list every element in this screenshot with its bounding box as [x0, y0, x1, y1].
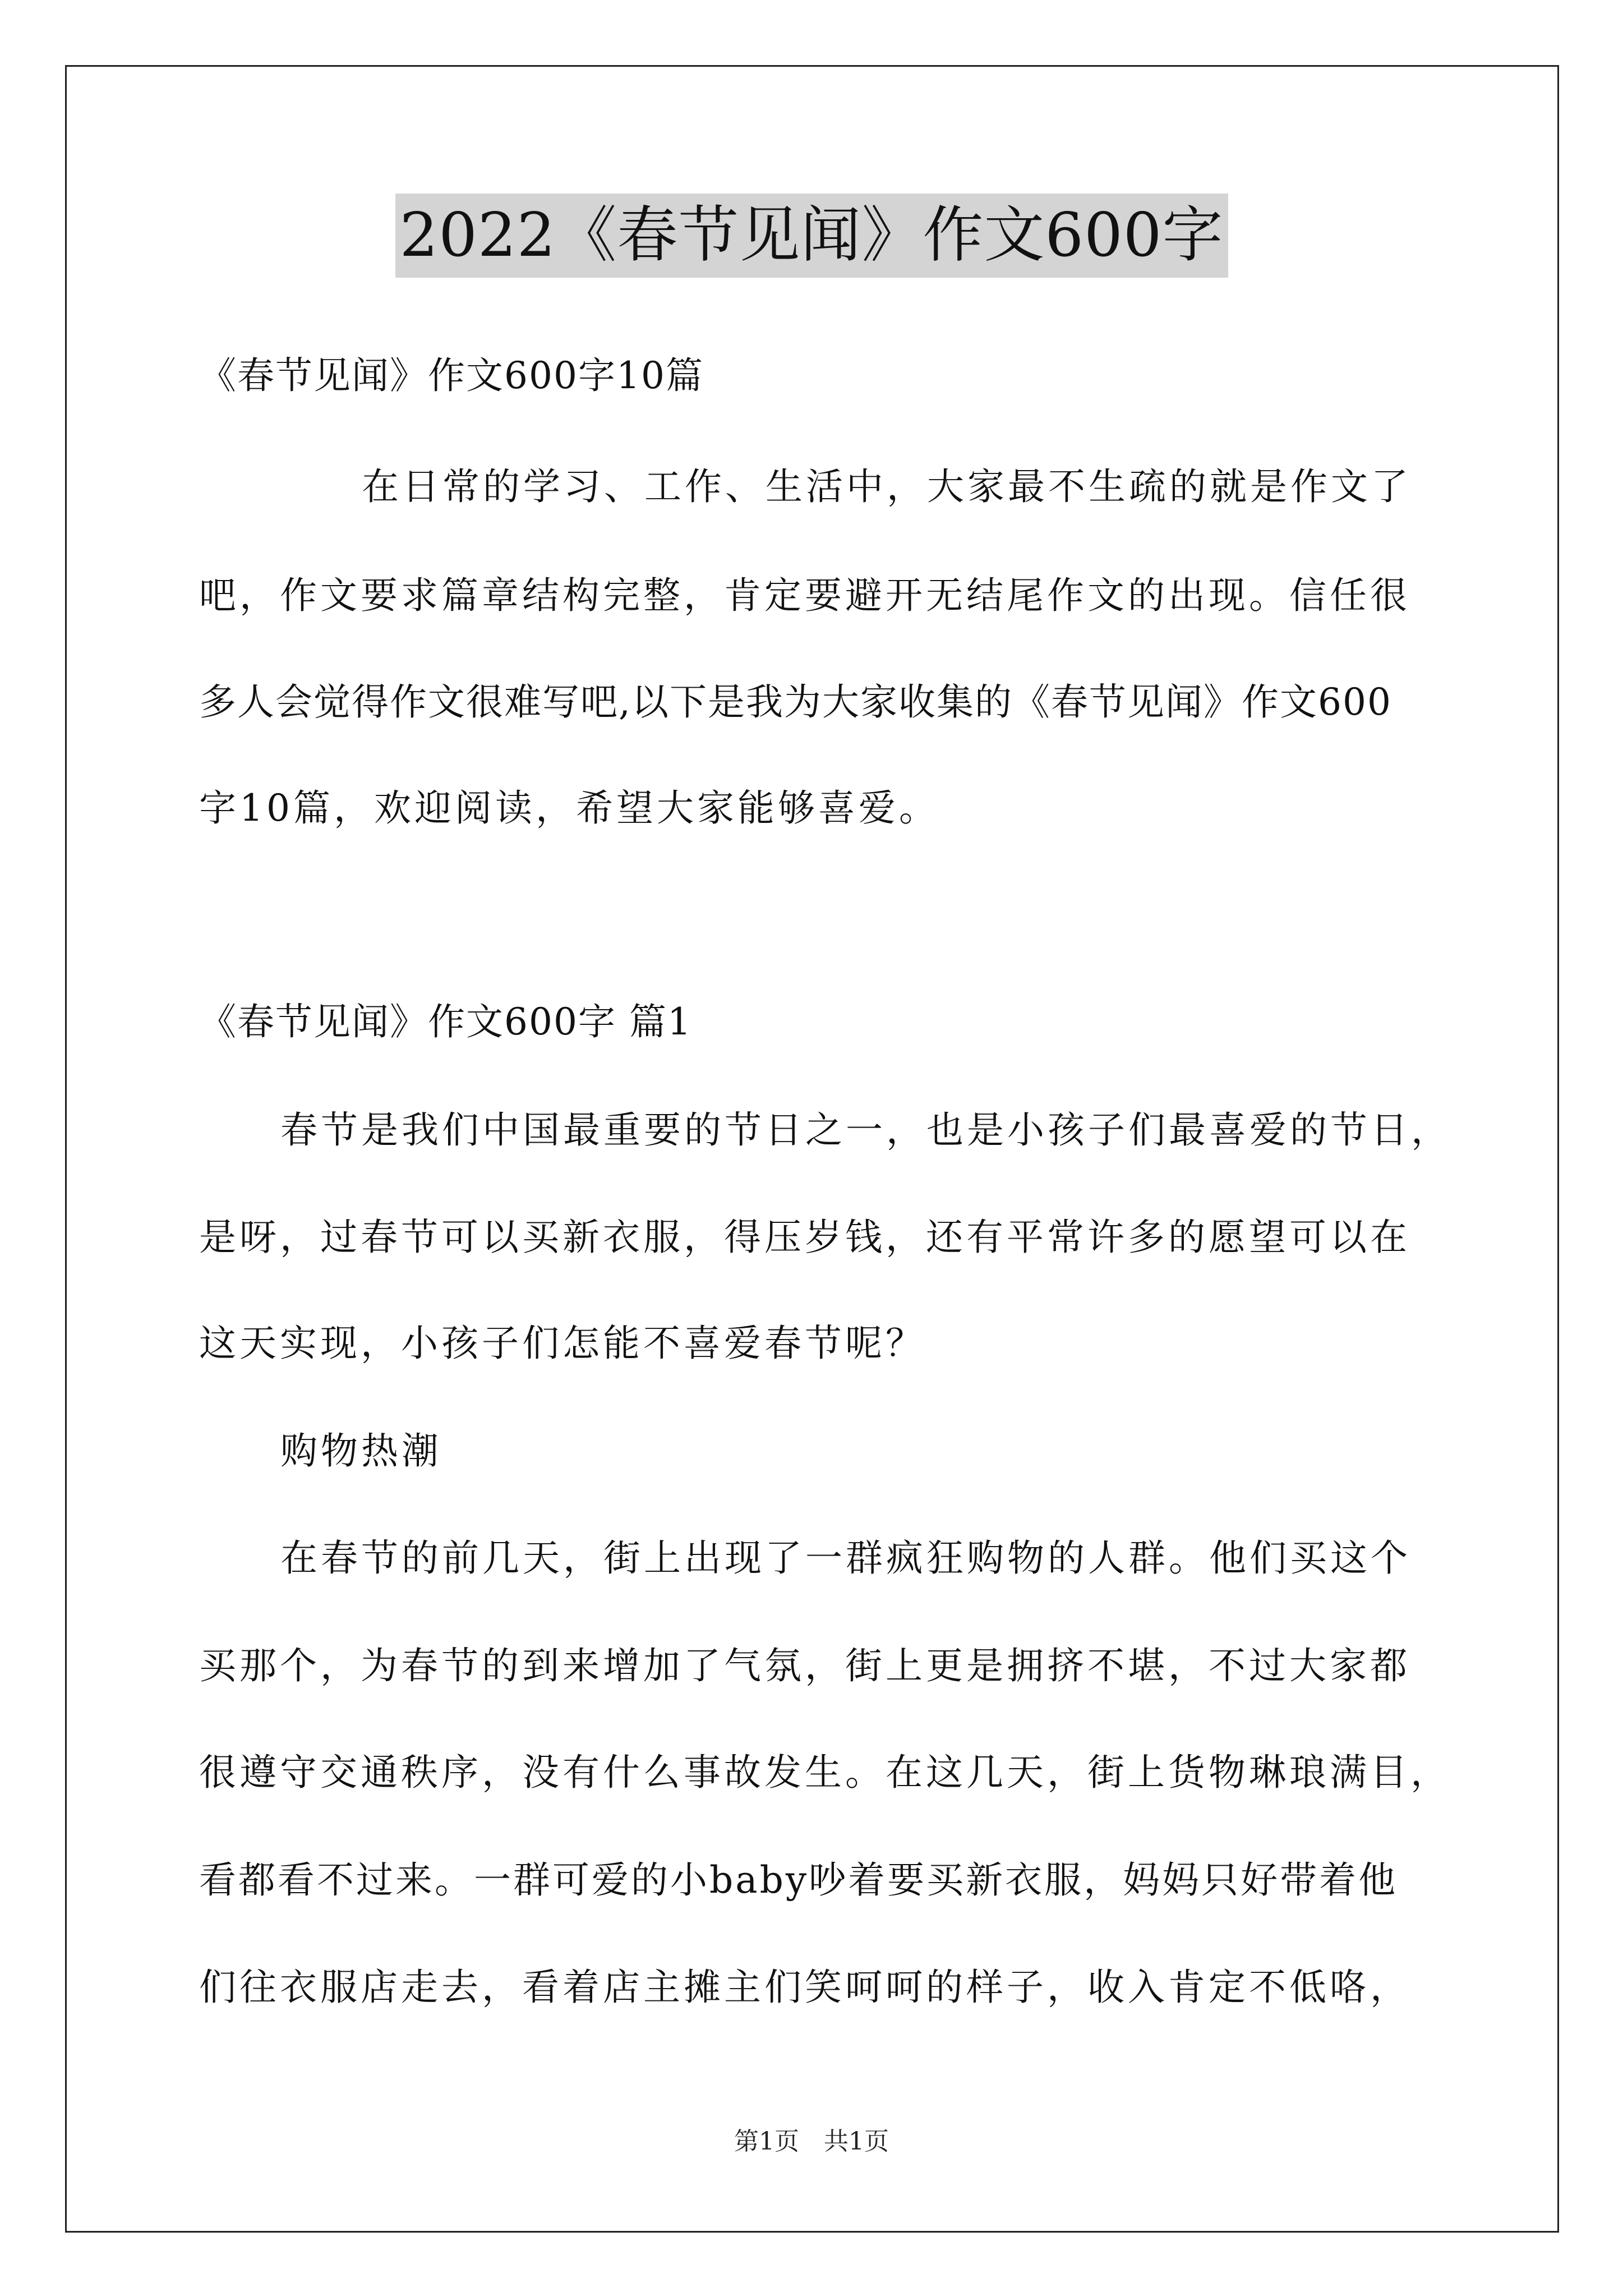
paragraph-line: 们往衣服店走去，看着店主摊主们笑呵呵的样子，收入肯定不低咯， [199, 1966, 1410, 2009]
page-footer: 第1页 共1页 [734, 2127, 889, 2156]
document-title: 2022《春节见闻》作文600字 [395, 194, 1228, 278]
document-subtitle: 《春节见闻》作文600字10篇 [199, 354, 704, 397]
paragraph-line: 春节是我们中国最重要的节日之一，也是小孩子们最喜爱的节日， [280, 1108, 1451, 1152]
title-container [0, 194, 1623, 278]
intro-line: 在日常的学习、工作、生活中，大家最不生疏的就是作文了 [362, 465, 1412, 508]
paragraph-line: 看都看不过来。一群可爱的小baby吵着要买新衣服，妈妈只好带着他 [199, 1858, 1398, 1902]
section-heading: 《春节见闻》作文600字 篇1 [199, 1000, 692, 1043]
paragraph-line: 这天实现，小孩子们怎能不喜爱春节呢？ [199, 1322, 926, 1365]
intro-line: 字10篇，欢迎阅读，希望大家能够喜爱。 [199, 786, 939, 830]
section-subheading: 购物热潮 [280, 1429, 442, 1473]
intro-line: 吧，作文要求篇章结构完整，肯定要避开无结尾作文的出现。信任很 [199, 574, 1410, 617]
paragraph-line: 买那个，为春节的到来增加了气氛，街上更是拥挤不堪，不过大家都 [199, 1644, 1410, 1687]
intro-line: 多人会觉得作文很难写吧,以下是我为大家收集的《春节见闻》作文600 [199, 680, 1392, 724]
paragraph-line: 是呀，过春节可以买新衣服，得压岁钱，还有平常许多的愿望可以在 [199, 1216, 1410, 1259]
paragraph-line: 很遵守交通秩序，没有什么事故发生。在这几天，街上货物琳琅满目， [199, 1751, 1451, 1794]
paragraph-line: 在春节的前几天，街上出现了一群疯狂购物的人群。他们买这个 [280, 1536, 1411, 1580]
